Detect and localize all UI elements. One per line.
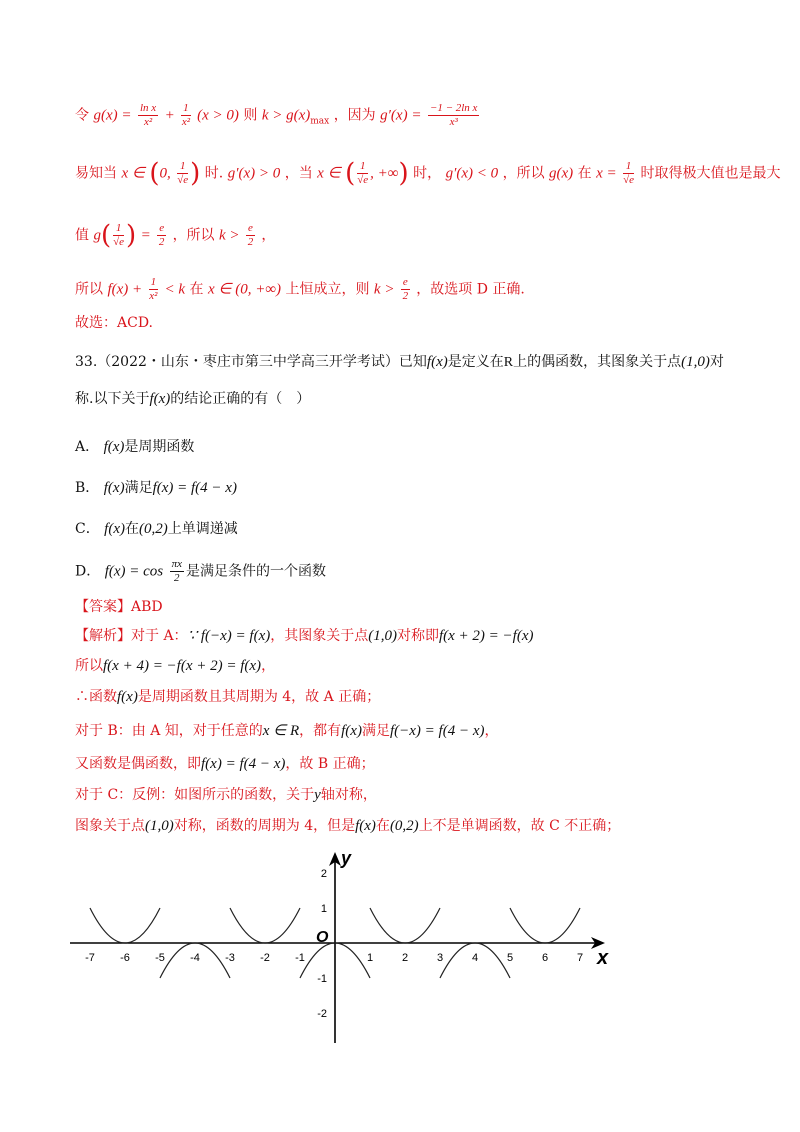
solution-line-4 — [75, 276, 525, 303]
frac-den: 2 — [402, 290, 409, 302]
analysis-label: 【解析】 — [75, 628, 131, 644]
math: g(x) — [549, 165, 574, 182]
fraction — [177, 160, 188, 187]
fraction — [138, 102, 158, 129]
text: 称.以下关于 — [75, 391, 150, 407]
math: (0,2) — [389, 818, 419, 834]
text: 又函数是偶函数，即 — [75, 756, 201, 772]
frac-num: e — [248, 222, 253, 234]
option-label: C． — [75, 521, 100, 537]
text: 是定义在 — [447, 354, 504, 370]
math: f(x) — [104, 521, 125, 537]
math: x = — [596, 165, 617, 182]
curve-segment — [510, 908, 580, 943]
x-tick: 3 — [436, 952, 444, 964]
paren: ( — [345, 158, 356, 189]
text: 时. — [204, 165, 224, 182]
x-tick: -2 — [260, 952, 270, 964]
math: x ∈ R — [262, 723, 300, 739]
text: ，故 B 正确； — [285, 756, 375, 772]
x-tick: 1 — [366, 952, 374, 964]
text: 故选：ACD. — [75, 315, 153, 331]
option-label: B． — [75, 480, 100, 496]
math: f(x + 2) = −f(x) — [438, 628, 534, 644]
text: 图象关于点 — [75, 818, 145, 834]
x-axis-label: x — [597, 947, 609, 969]
text: 时， — [413, 165, 442, 182]
curve-segment — [370, 908, 440, 943]
math: f(x + 4) = −f(x + 2) = f(x) — [103, 658, 262, 674]
frac-den: √e — [113, 236, 125, 248]
paren: ) — [190, 158, 201, 189]
text: ，当 — [284, 165, 313, 182]
paren: ( — [149, 158, 160, 189]
subscript: max — [310, 116, 330, 127]
option-label: A． — [75, 439, 100, 455]
math: g′(x) = — [380, 107, 422, 124]
solution-line-1 — [75, 102, 481, 131]
math: x ∈ (0, +∞) — [207, 281, 282, 298]
analysis-line-4 — [75, 721, 498, 741]
fraction — [170, 558, 184, 585]
answer-value: ABD — [131, 599, 163, 615]
frac-num: e — [159, 222, 165, 234]
curve-segment — [90, 908, 160, 943]
solution-line-5 — [75, 313, 153, 333]
math: f(x) + — [107, 281, 143, 298]
frac-num: 1 — [357, 160, 368, 174]
math: (1,0) — [681, 354, 710, 370]
math: k > — [373, 281, 395, 298]
fraction — [149, 276, 159, 303]
text: 是周期函数 — [124, 439, 195, 455]
fraction — [428, 102, 480, 129]
math: (x > 0) — [197, 107, 239, 124]
math: g — [93, 227, 101, 244]
text: 所以 — [75, 658, 103, 674]
analysis-line-6 — [75, 785, 377, 805]
math: f(x) — [117, 689, 138, 705]
curve-segment — [230, 908, 300, 943]
fraction — [113, 222, 124, 249]
math: (0,2) — [139, 521, 168, 537]
x-tick: -6 — [120, 952, 130, 964]
math: y — [314, 787, 321, 803]
text: ，所以 — [502, 165, 545, 182]
math: f(x) — [426, 354, 448, 370]
math: k > g(x) — [261, 107, 311, 124]
x-tick: 4 — [471, 952, 479, 964]
text: ，故选项 D 正确. — [416, 281, 525, 298]
text: ，其图象关于点 — [270, 628, 369, 644]
text: 在 — [125, 521, 139, 537]
frac-num: ln x — [139, 102, 157, 114]
x-tick-labels — [85, 952, 583, 964]
math: f(x) = f(4 − x) — [201, 756, 286, 772]
x-tick: -4 — [190, 952, 200, 964]
question-line-1 — [75, 352, 724, 373]
fraction — [246, 222, 255, 249]
paren: ) — [126, 220, 137, 251]
analysis-line-2 — [75, 656, 275, 676]
text: 在 — [189, 281, 204, 298]
math: f(x) — [341, 723, 362, 739]
answer-line — [75, 597, 163, 617]
text: ， — [484, 723, 499, 739]
text: 上不是单调函数，故 C 不正确； — [418, 818, 621, 834]
frac-den: 2 — [174, 572, 180, 584]
math: x ∈ — [317, 165, 341, 182]
math: k > — [219, 227, 240, 244]
analysis-line-1 — [75, 626, 533, 646]
option-d — [75, 558, 326, 585]
math: f(x) = f(4 − x) — [152, 480, 237, 496]
paren: ) — [398, 158, 409, 189]
math: g′(x) < 0 — [445, 165, 499, 182]
text: 值 — [75, 227, 89, 244]
math: R — [503, 355, 514, 370]
y-tick: -1 — [317, 973, 327, 985]
text: 则 — [243, 107, 258, 124]
math: < k — [164, 281, 186, 298]
analysis-line-3 — [75, 687, 380, 707]
frac-num: −1 − 2ln x — [429, 102, 478, 114]
frac-den: x² — [181, 116, 191, 128]
math: (1,0) — [368, 628, 397, 644]
frac-num: 1 — [177, 160, 188, 174]
text: 33.（2022・山东・枣庄市第三中学高三开学考试）已知 — [75, 354, 427, 370]
function-graph — [65, 848, 625, 1048]
math: , +∞ — [370, 165, 399, 182]
fraction — [357, 160, 368, 187]
analysis-line-7 — [75, 816, 620, 836]
frac-num: 1 — [623, 160, 634, 174]
fraction — [157, 222, 166, 249]
x-tick: -5 — [155, 952, 165, 964]
text: ，都有 — [299, 723, 342, 739]
text: ， — [261, 227, 276, 244]
math: 0, — [159, 165, 171, 182]
fraction — [181, 102, 191, 129]
x-tick: -7 — [85, 952, 95, 964]
frac-den: x² — [143, 116, 153, 128]
text: 上单调递减 — [167, 521, 238, 537]
frac-den: x³ — [449, 116, 458, 128]
math: f(−x) = f(4 − x) — [389, 723, 485, 739]
text: 对称，函数的周期为 4，但是 — [173, 818, 356, 834]
solution-line-2 — [75, 160, 780, 187]
paren: ( — [100, 220, 112, 251]
fraction — [401, 276, 410, 303]
option-b — [75, 478, 237, 498]
y-tick: 1 — [320, 903, 327, 915]
text: 令 — [75, 107, 89, 124]
analysis-line-5 — [75, 754, 375, 774]
text: ，所以 — [172, 227, 215, 244]
text: 对于 B：由 A 知，对于任意的 — [75, 723, 263, 739]
frac-num: 1 — [150, 276, 157, 288]
math: f(x) — [103, 439, 125, 455]
x-tick: 2 — [401, 952, 409, 964]
answer-label: 【答案】 — [75, 599, 131, 615]
text: 上恒成立，则 — [285, 281, 370, 298]
origin-label: O — [316, 929, 329, 946]
text: 是周期函数且其周期为 4，故 A 正确； — [137, 689, 381, 705]
math: f(x) — [103, 480, 125, 496]
x-tick: -1 — [295, 952, 305, 964]
text: ∴函数 — [75, 689, 117, 705]
math: ∵ f(−x) = f(x) — [187, 628, 271, 644]
frac-num: πx — [171, 558, 182, 570]
text: 满足 — [361, 723, 390, 739]
text: ，因为 — [333, 107, 376, 124]
question-line-2 — [75, 389, 310, 409]
math: f(x) — [355, 818, 376, 834]
frac-den: 2 — [247, 236, 254, 248]
solution-line-3 — [75, 222, 275, 249]
x-tick: -3 — [225, 952, 235, 964]
math: (1,0) — [145, 818, 174, 834]
text: 在 — [375, 818, 390, 834]
math: f(x) — [149, 391, 171, 407]
math: + — [164, 107, 175, 124]
frac-num: 1 — [183, 102, 189, 114]
frac-num: 1 — [113, 222, 124, 236]
text: 满足 — [124, 480, 153, 496]
frac-den: √e — [177, 174, 189, 186]
text: 对于 A： — [131, 628, 188, 644]
frac-num: e — [402, 276, 408, 288]
x-tick: 6 — [541, 952, 549, 964]
text: 上的偶函数，其图象关于点 — [513, 354, 682, 370]
text: ， — [261, 658, 276, 674]
frac-den: x² — [149, 290, 158, 302]
x-tick: 7 — [576, 952, 584, 964]
math: g′(x) > 0 — [227, 165, 281, 182]
math: f(x) = cos — [104, 563, 164, 580]
text: 的结论正确的有（ ） — [170, 391, 311, 407]
text: 轴对称， — [320, 787, 377, 803]
y-tick: -2 — [317, 1008, 327, 1020]
option-c — [75, 519, 238, 539]
math: = — [140, 227, 151, 244]
text: 对 — [709, 354, 724, 370]
frac-den: √e — [623, 174, 634, 186]
text: 所以 — [75, 281, 103, 298]
text: 是满足条件的一个函数 — [185, 563, 326, 580]
x-tick: 5 — [506, 952, 514, 964]
text: 对称即 — [396, 628, 439, 644]
y-axis-label: y — [341, 848, 352, 868]
text: 易知当 — [75, 165, 117, 182]
option-a — [75, 437, 194, 457]
math: x ∈ — [121, 165, 145, 182]
fraction — [623, 160, 634, 187]
text: 在 — [577, 165, 592, 182]
math: g(x) = — [93, 107, 132, 124]
frac-den: √e — [357, 174, 369, 186]
text: 对于 C：反例：如图所示的函数，关于 — [75, 787, 315, 803]
y-tick: 2 — [320, 868, 327, 880]
text: 时取得极大值也是最大 — [640, 165, 781, 182]
option-label: D． — [75, 563, 101, 580]
frac-den: 2 — [158, 236, 165, 248]
